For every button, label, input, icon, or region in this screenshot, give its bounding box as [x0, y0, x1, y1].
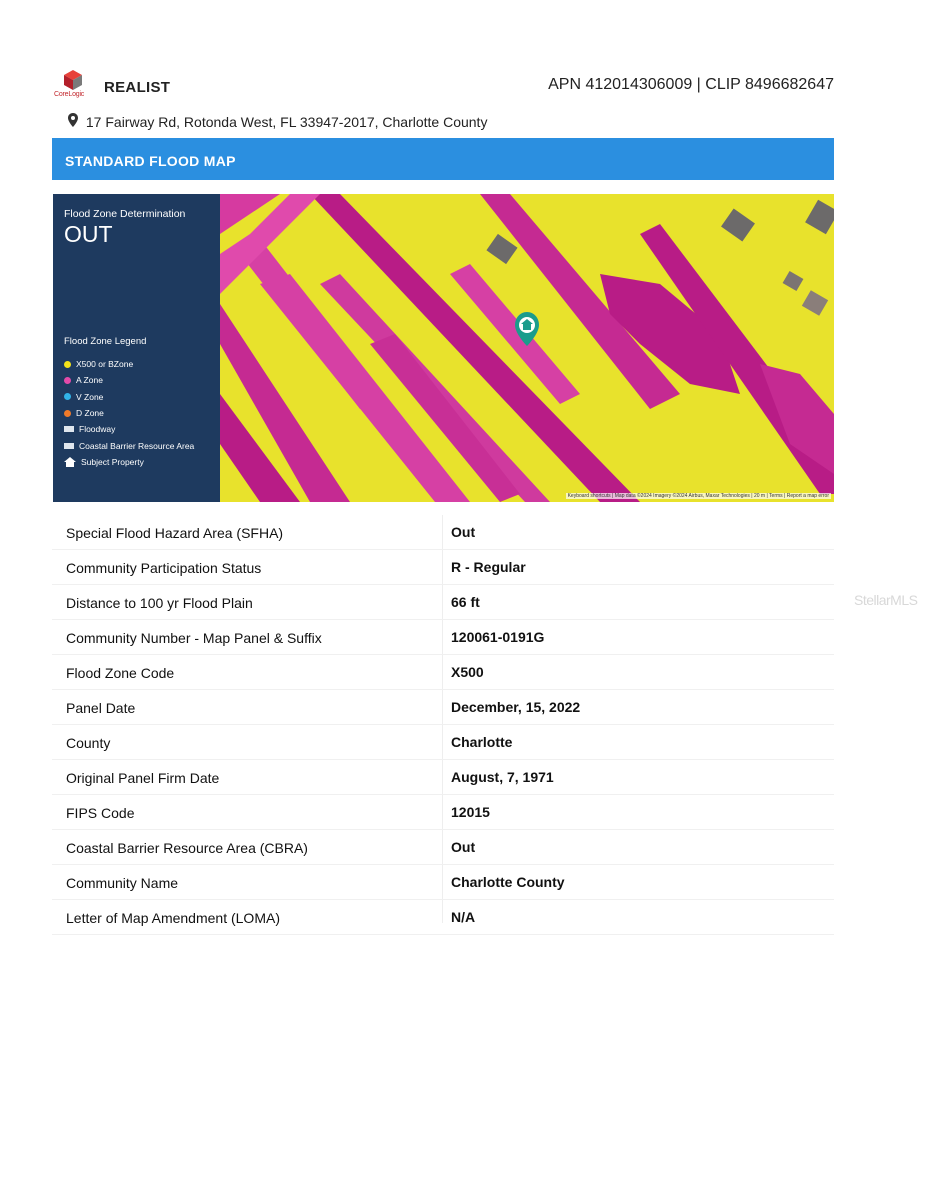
row-value: R - Regular — [451, 559, 526, 575]
row-label: Special Flood Hazard Area (SFHA) — [66, 525, 284, 541]
report-header — [54, 70, 834, 106]
logo-text: CoreLogic — [54, 91, 85, 98]
row-label: Coastal Barrier Resource Area (CBRA) — [66, 840, 308, 856]
determination-value: OUT — [64, 221, 113, 247]
row-label: Community Number - Map Panel & Suffix — [66, 630, 322, 646]
row-value: N/A — [451, 909, 476, 925]
brand-name: REALIST — [104, 79, 171, 96]
cube-logo-icon — [64, 70, 82, 90]
flood-map-section — [53, 194, 834, 502]
table-row — [52, 585, 834, 620]
legend-item: Floodway — [64, 421, 194, 437]
row-label: Original Panel Firm Date — [66, 770, 220, 786]
blue-dot-icon — [64, 393, 71, 400]
cbra-hatch-icon — [64, 443, 74, 449]
row-value: Charlotte County — [451, 874, 565, 890]
row-label: Community Participation Status — [66, 560, 262, 576]
legend-list — [64, 356, 194, 470]
row-value: Charlotte — [451, 734, 513, 750]
section-title: STANDARD FLOOD MAP — [65, 153, 236, 169]
table-row — [52, 760, 834, 795]
yellow-dot-icon — [64, 361, 71, 368]
row-value: December, 15, 2022 — [451, 699, 581, 715]
legend-item: Subject Property — [64, 454, 194, 470]
property-address — [68, 113, 487, 130]
legend-item: V Zone — [64, 389, 194, 405]
table-row — [52, 620, 834, 655]
table-row — [52, 725, 834, 760]
row-value: 66 ft — [451, 594, 480, 610]
location-pin-icon — [68, 113, 78, 127]
legend-item: X500 or BZone — [64, 356, 194, 372]
legend-item: Coastal Barrier Resource Area — [64, 437, 194, 453]
legend-title: Flood Zone Legend — [64, 336, 147, 347]
row-value: Out — [451, 524, 476, 540]
row-label: County — [66, 735, 111, 751]
row-value: 12015 — [451, 804, 490, 820]
row-label: Distance to 100 yr Flood Plain — [66, 595, 253, 611]
map-attribution: Keyboard shortcuts | Map data ©2024 Imagery ©2024 Airbus, Maxar Technologies | 20 m | Terms | Report a map error — [567, 493, 829, 499]
row-label: Letter of Map Amendment (LOMA) — [66, 910, 280, 926]
table-row — [52, 830, 834, 865]
flood-info-panel — [53, 194, 220, 502]
watermark: StellarMLS — [854, 592, 918, 608]
house-icon — [64, 457, 76, 467]
row-value: August, 7, 1971 — [451, 769, 554, 785]
row-value: 120061-0191G — [451, 629, 545, 645]
table-row — [52, 655, 834, 690]
table-row — [52, 795, 834, 830]
section-title-bar — [52, 138, 834, 180]
row-label: FIPS Code — [66, 805, 135, 821]
address-text: 17 Fairway Rd, Rotonda West, FL 33947-2017, Charlotte County — [85, 114, 488, 130]
row-value: Out — [451, 839, 476, 855]
pink-dot-icon — [64, 377, 71, 384]
table-row — [52, 865, 834, 900]
orange-dot-icon — [64, 410, 71, 417]
corelogic-logo — [54, 70, 94, 104]
floodway-hatch-icon — [64, 426, 74, 432]
table-row — [52, 550, 834, 585]
row-value: X500 — [451, 664, 484, 680]
map-imagery — [220, 194, 834, 502]
row-label: Panel Date — [66, 700, 136, 716]
determination-label: Flood Zone Determination — [64, 208, 186, 220]
table-row — [52, 515, 834, 550]
flood-zone-map[interactable] — [220, 194, 834, 502]
flood-details-table — [52, 515, 834, 935]
table-row — [52, 690, 834, 725]
legend-item: D Zone — [64, 405, 194, 421]
table-row — [52, 900, 834, 935]
legend-item: A Zone — [64, 372, 194, 388]
row-label: Flood Zone Code — [66, 665, 175, 681]
apn-clip: APN 412014306009 | CLIP 8496682647 — [548, 76, 834, 93]
row-label: Community Name — [66, 875, 179, 891]
